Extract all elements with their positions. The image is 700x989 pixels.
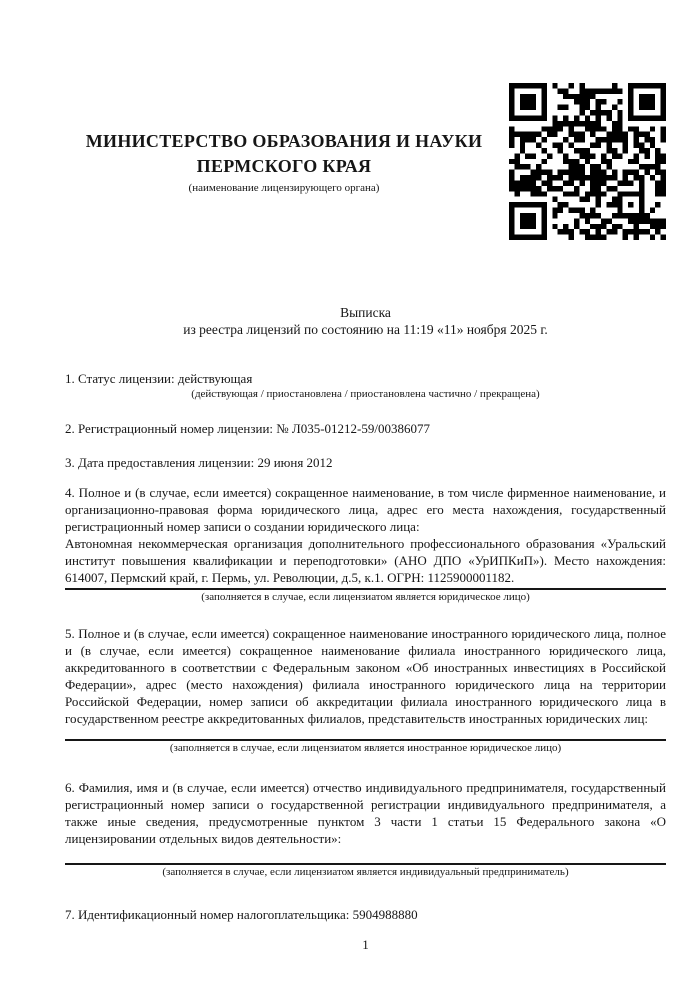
- item-individual-entrepreneur: [65, 779, 666, 879]
- item-grant-date: 3. Дата предоставления лицензии: 29 июня 2012: [65, 455, 333, 470]
- issuing-authority-block: [65, 129, 509, 195]
- individual-entrepreneur-caption: (заполняется в случае, если лицензиатом является индивидуальный предприниматель): [162, 866, 569, 878]
- item-registration-number: 2. Регистрационный номер лицензии: № Л035-01212-59/00386077: [65, 421, 431, 436]
- legal-entity-answer: Автономная некоммерческая организация дополнительного профессионального образования «Уральский институт повышения квалификации и переподготовки» (АНО ДПО «УрИПКиП»). Место нахождения: 614007, Пермский край, г. Пермь, ул. Революции, д.5, к.1. ОГРН: 1125900001182.: [65, 536, 666, 585]
- issuing-authority-name-line2: ПЕРМСКОГО КРАЯ: [196, 155, 372, 176]
- fill-in-rule: [65, 588, 666, 590]
- issuing-authority-name-line1: МИНИСТЕРСТВО ОБРАЗОВАНИЯ И НАУКИ: [85, 130, 483, 151]
- legal-entity-prompt: 4. Полное и (в случае, если имеется) сокращенное наименование, в том числе фирменное наименование, и организационно-правовая форма юридического лица, адрес его места нахождения, государственный регистрационный номер записи о создании юридического лица:: [65, 485, 666, 534]
- item-taxpayer-id: 7. Идентификационный номер налогоплательщика: 5904988880: [65, 907, 418, 922]
- individual-entrepreneur-prompt: 6. Фамилия, имя и (в случае, если имеется) отчество индивидуального предпринимателя, государственный регистрационный номер записи о государственной регистрации индивидуального предпринимателя, а также иные сведения, предусмотренные пунктом 3 части 1 статьи 15 Федерального закона «О лицензировании отдельных видов деятельности»:: [65, 780, 666, 846]
- foreign-entity-prompt: 5. Полное и (в случае, если имеется) сокращенное наименование иностранного юридического лица, полное и (в случае, если имеется) сокращенное наименование филиала иностранного юридического лица, аккредитованного в соответствии с Федеральным законом «Об иностранных инвестициях в Российской Федерации», адрес (место нахождения) филиала иностранного юридического лица на территории Российской Федерации, номер записи об аккредитации филиала иностранного юридического лица в государственном реестре аккредитованных филиалов, представительств иностранных юридических лиц:: [65, 626, 666, 726]
- item-license-status: [65, 370, 666, 401]
- issuing-authority-caption: (наименование лицензирующего органа): [188, 181, 380, 194]
- page-number: 1: [362, 937, 369, 952]
- issuing-authority-name: [65, 129, 503, 179]
- license-status-caption: (действующая / приостановлена / приостановлена частично / прекращена): [191, 388, 540, 400]
- document-header: [65, 83, 666, 240]
- document-title: Выписка: [340, 305, 391, 320]
- item-legal-entity: [65, 484, 666, 604]
- legal-entity-caption: (заполняется в случае, если лицензиатом является юридическое лицо): [201, 591, 530, 603]
- license-status-text: 1. Статус лицензии: действующая: [65, 371, 253, 386]
- foreign-entity-caption: (заполняется в случае, если лицензиатом является иностранное юридическое лицо): [169, 742, 562, 754]
- fill-in-rule: [65, 863, 666, 865]
- qr-code: [509, 83, 666, 240]
- document-subtitle: из реестра лицензий по состоянию на 11:19 «11» ноября 2025 г.: [183, 322, 548, 337]
- fill-in-rule: [65, 739, 666, 741]
- item-foreign-entity: [65, 625, 666, 755]
- document-title-block: [65, 304, 666, 338]
